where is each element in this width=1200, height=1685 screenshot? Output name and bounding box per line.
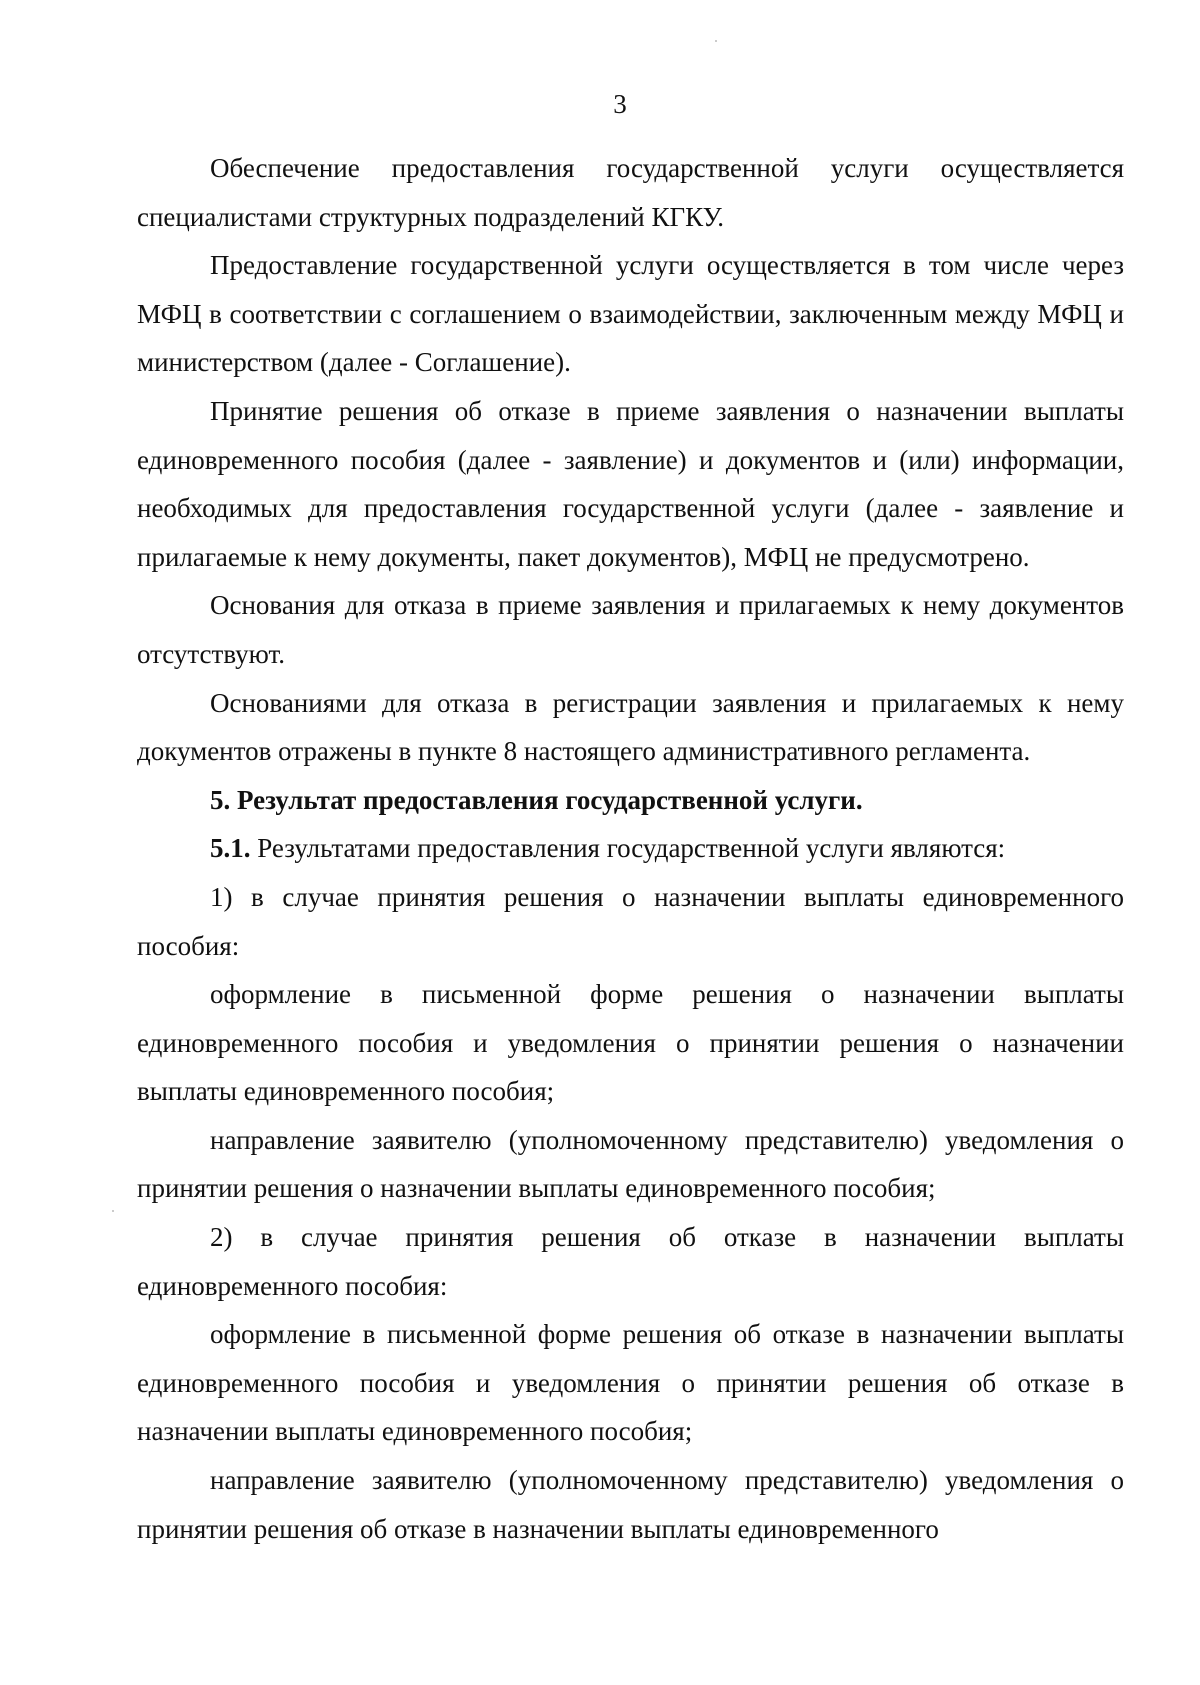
item-grant-written-form: оформление в письменной форме решения о назначении выплаты единовременного пособия и уведомления о принятии решения о назначении выплаты единовременного пособия; xyxy=(137,979,1124,1107)
document-body xyxy=(137,144,1124,1553)
item-2-refusal-decision: 2) в случае принятия решения об отказе в назначении выплаты единовременного пособия: xyxy=(137,1222,1124,1301)
page-number: 3 xyxy=(613,89,627,119)
scan-speck xyxy=(112,1210,114,1212)
item-refusal-notification: направление заявителю (уполномоченному представителю) уведомления о принятии решения об отказе в назначении выплаты единовременного xyxy=(137,1465,1124,1544)
scan-speck xyxy=(715,40,717,42)
item-1-grant-decision: 1) в случае принятия решения о назначении выплаты единовременного пособия: xyxy=(137,881,1124,961)
section-heading-result: 5. Результат предоставления государственной услуги. xyxy=(210,784,863,815)
paragraph-provision-specialists: Обеспечение предоставления государственной услуги осуществляется специалистами структурных подразделений КГКУ. xyxy=(137,153,1124,232)
paragraph-refusal-not-provided: Принятие решения об отказе в приеме заявления о назначении выплаты единовременного пособия (далее - заявление) и документов и (или) информации, необходимых для предоставления государственной услуги (далее - заявление и прилагаемые к нему документы, пакет документов), МФЦ не предусмотрено. xyxy=(137,395,1124,572)
paragraph-mfc-agreement: Предоставление государственной услуги осуществляется в том числе через МФЦ в соответствии с соглашением о взаимодействии, заключенным между МФЦ и министерством (далее - Соглашение). xyxy=(137,250,1124,378)
item-grant-notification: направление заявителю (уполномоченному представителю) уведомления о принятии решения о назначении выплаты единовременного пособия; xyxy=(137,1124,1124,1204)
clause-5-1-text: Результатами предоставления государственной услуги являются: xyxy=(250,833,1006,864)
clause-5-1 xyxy=(137,824,1124,873)
item-refusal-written-form: оформление в письменной форме решения об отказе в назначении выплаты единовременного пособия и уведомления о принятии решения об отказе в назначении выплаты единовременного пособия; xyxy=(137,1319,1124,1447)
paragraph-no-grounds-refusal: Основания для отказа в приеме заявления и прилагаемых к нему документов отсутствуют. xyxy=(137,590,1124,669)
clause-5-1-number: 5.1. xyxy=(210,833,251,864)
paragraph-registration-refusal-grounds: Основаниями для отказа в регистрации заявления и прилагаемых к нему документов отражены в пункте 8 настоящего административного регламента. xyxy=(137,687,1124,767)
